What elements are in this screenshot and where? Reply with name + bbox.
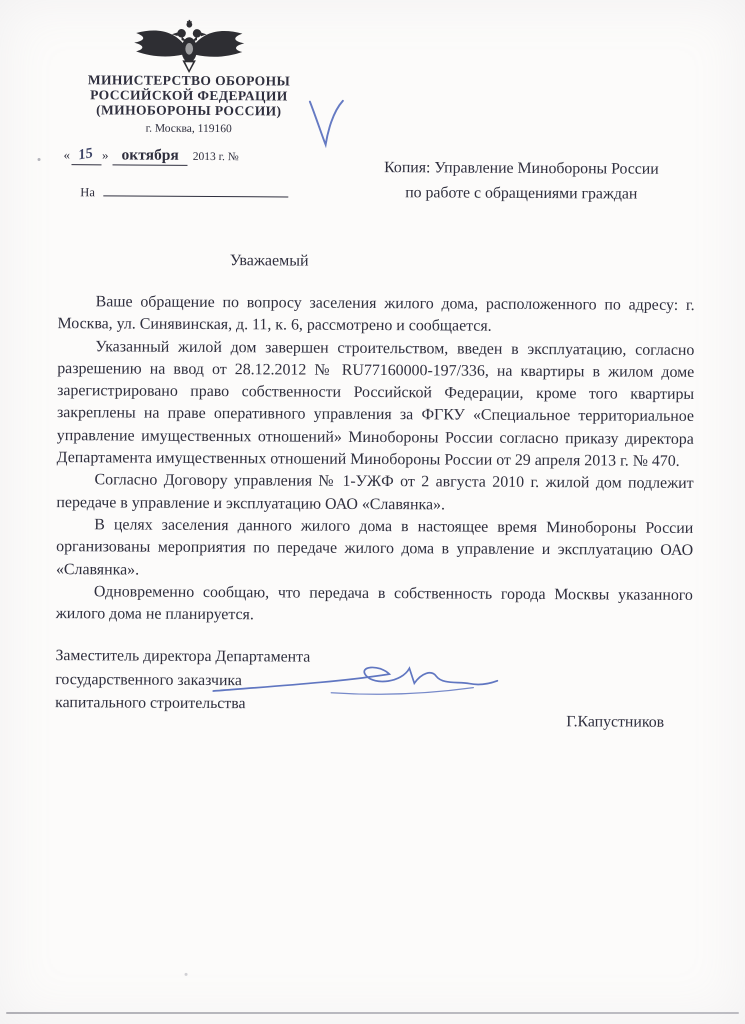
salutation: Уважаемый: [229, 252, 309, 270]
date-month: октября: [112, 146, 187, 165]
scan-speck: [38, 158, 41, 161]
signer-name: Г.Капустников: [566, 713, 665, 731]
copy-line1: Копия: Управление Минобороны России: [384, 159, 659, 178]
handwritten-day: 15: [77, 145, 95, 164]
reference-blank-underline: [103, 182, 288, 197]
org-line2: РОССИЙСКОЙ ФЕДЕРАЦИИ: [90, 87, 288, 104]
handwritten-signature-icon: [211, 655, 501, 707]
letter-body: [56, 291, 695, 629]
reference-label: На: [80, 185, 95, 200]
signer-position-line1: Заместитель директора Департамента: [55, 647, 311, 666]
copy-line2: по работе с обращениями граждан: [405, 184, 638, 203]
signer-position-line2: государственного заказчика: [55, 670, 242, 689]
handwritten-checkmark-icon: [303, 97, 353, 157]
copy-routing-block: [346, 155, 696, 207]
scan-edge-artifact: [6, 1012, 739, 1014]
date-suffix: 2013 г. №: [192, 150, 239, 164]
org-line3: (МИНОБОРОНЫ РОССИИ): [96, 102, 282, 119]
body-paragraph: Указанный жилой дом завершен строительством, введен в эксплуатацию, согласно разрешению на ввод от 28.12.2012 № RU77160000-197/336, на квартиры в жилом доме зарегистрировано право собственности Российской Федерации, кроме того квартиры закреплены на праве оперативного управления за ФГКУ «Специальное территориальное управление имущественных отношений» Минобороны России согласно приказу директора Департамента имущественных отношений Минобороны России от 29 апреля 2013 г. № 470.: [56, 337, 695, 470]
mod-double-headed-eagle-icon: [130, 19, 248, 76]
date-day-box: [71, 146, 101, 165]
scan-speck: [185, 973, 188, 976]
body-paragraph: В целях заселения данного жилого дома в настоящее время Минобороны России организованы мероприятия по передаче жилого дома в управление и эксплуатацию ОАО «Славянка».: [55, 516, 694, 579]
reference-line: [80, 182, 288, 201]
body-paragraph: Одновременно сообщаю, что передача в собственность города Москвы указанного жилого дома не планируется.: [55, 583, 693, 624]
body-paragraph: Согласно Договору управления № 1-УЖФ от 2 августа 2010 г. жилой дом подлежит передаче в управление и эксплуатацию ОАО «Славянка».: [56, 471, 694, 514]
signer-position-line3: капитального строительства: [55, 694, 246, 713]
date-quote-open: «: [63, 147, 71, 163]
org-line1: МИНИСТЕРСТВО ОБОРОНЫ: [87, 72, 291, 89]
date-line: [63, 146, 238, 166]
date-quote-close: »: [102, 147, 109, 163]
body-paragraph: Ваше обращение по вопросу заселения жилого дома, расположенного по адресу: г. Москва, ул. Синявинская, д. 11, к. 6, рассмотрено и сообщается.: [57, 293, 695, 336]
letterhead-city: г. Москва, 119160: [145, 122, 232, 136]
letterhead-org-name: [60, 72, 318, 119]
